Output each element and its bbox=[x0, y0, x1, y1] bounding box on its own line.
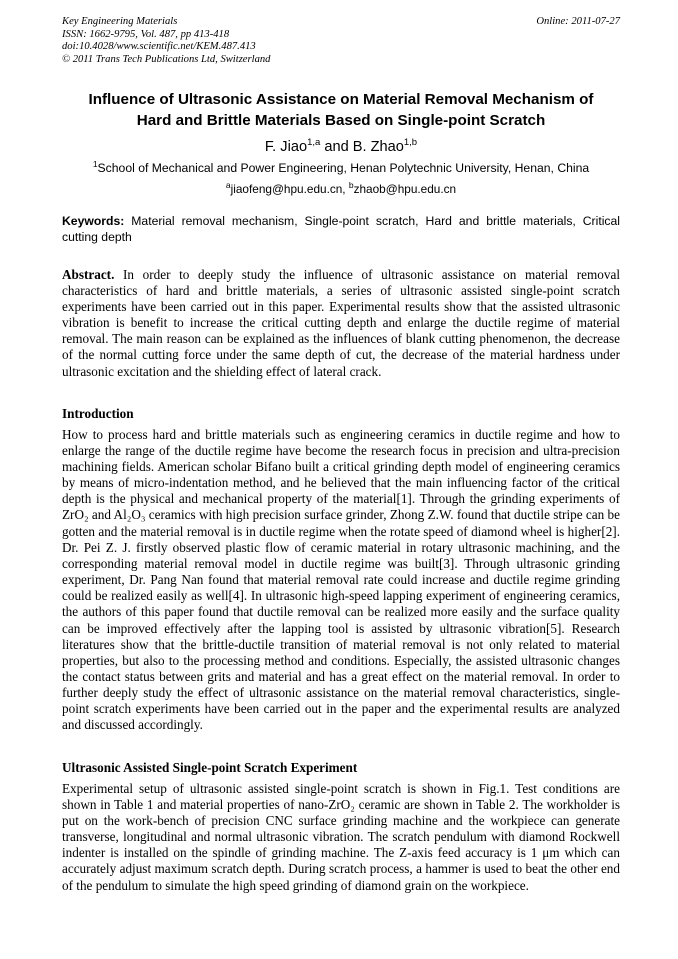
journal-name: Key Engineering Materials bbox=[62, 16, 178, 27]
journal-info-block bbox=[62, 16, 270, 66]
keywords-line bbox=[62, 214, 620, 245]
author-1-name: F. Jiao bbox=[264, 139, 308, 156]
online-date: Online: 2011-07-27 bbox=[536, 16, 620, 27]
authors-conjunction: and bbox=[320, 139, 353, 156]
journal-doi-line: doi:10.4028/www.scientific.net/KEM.487.413 bbox=[62, 41, 256, 53]
author-2-name: B. Zhao bbox=[352, 139, 404, 156]
authors-line bbox=[62, 138, 620, 156]
email-a: jiaofeng@hpu.edu.cn, bbox=[230, 182, 349, 197]
introduction-paragraph: How to process hard and brittle materials such as engineering ceramics in ductile regime and how to enlarge the range of the ductile regime have become the research focus in precision and ultra-precision machining fields. American scholar Bifano built a critical grinding depth model of engineering ceramics by means of micro-indentation method, and he believed that the main influencing factor of the critical depth is the physical and mechanical property of the material[1]. Through the grinding experiments of ZrO₂ and Al₂O₃ ceramics with high precision surface grinder, Zhong Z.W. found that ductile stripe can be gotten and the material removal is in ductile regime when the rotate speed of diamond wheel is higher[2]. Dr. Pei Z. J. firstly observed plastic flow of ceramic material in rotary ultrasonic machining, and the corresponding material removal model in ductile regime was built[3]. Through ultrasonic grinding experiment, Dr. Pang Nan found that material removal rate could increase and ductile regime grinding could be realized easily as well[4]. In ultrasonic high-speed lapping experiment of engineering ceramics, the authors of this paper found that ductile removal can be realized more easily and the surface quality can be improved effectively after the lapping tool is assisted by ultrasonic vibration[5]. Research literatures show that the brittle-ductile transition of material removal is not only related to material properties, but also to the processing method and conditions. Especially, the assisted ultrasonic changes the contact status between grits and material and has a great effect on the material removal. In order to further deeply study the effect of ultrasonic assistance on the material removal characteristics, single-point scratch experiments have been carried out in the paper and the experimental results are analyzed and discussed accordingly. bbox=[62, 426, 620, 733]
email-b: zhaob@hpu.edu.cn bbox=[353, 182, 457, 197]
paper-title-line-2: Hard and Brittle Materials Based on Single-point Scratch bbox=[136, 112, 546, 130]
section-heading-experiment: Ultrasonic Assisted Single-point Scratch Experiment bbox=[62, 759, 358, 775]
affiliation-text: School of Mechanical and Power Engineering, Henan Polytechnic University, Henan, China bbox=[97, 161, 590, 176]
journal-issn-line: ISSN: 1662-9795, Vol. 487, pp 413-418 bbox=[62, 28, 230, 40]
email-a-superscript: a bbox=[225, 180, 231, 191]
emails-line bbox=[62, 182, 620, 196]
journal-copyright-line: © 2011 Trans Tech Publications Ltd, Switzerland bbox=[62, 53, 271, 65]
author-2-superscript: 1,b bbox=[403, 137, 418, 149]
author-1-superscript: 1,a bbox=[307, 137, 321, 149]
section-heading-introduction: Introduction bbox=[62, 405, 134, 421]
paper-title bbox=[62, 89, 620, 131]
experiment-paragraph: Experimental setup of ultrasonic assisted single-point scratch is shown in Fig.1. Test conditions are shown in Table 1 and material properties of nano-ZrO₂ ceramic are shown in Table 2. The workholder is put on the work-bench of precision CNC surface grinding machine and the workpiece can generate transverse, longitudinal and normal ultrasonic vibration. The scratch pendulum with diamond Rockwell indenter is installed on the spindle of grinding machine. The Z-axis feed accuracy is 1 μm which can accurately adjust maximum scratch depth. During scratch process, a hammer is used to beat the other end of the pendulum to simulate the high speed grinding of diamond grain on the workpiece. bbox=[62, 780, 620, 893]
affiliation-line bbox=[62, 161, 620, 176]
paper-title-line-1: Influence of Ultrasonic Assistance on Material Removal Mechanism of bbox=[88, 91, 594, 109]
page-content bbox=[62, 16, 620, 894]
journal-header bbox=[62, 16, 620, 66]
keywords-label: Keywords: bbox=[62, 214, 125, 229]
abstract-text: In order to deeply study the influence of ultrasonic assistance on material removal characteristics of hard and brittle materials, a series of ultrasonic assisted single-point scratch experiments have been carried out in this paper. Experimental results show that the assisted ultrasonic vibration is benefit to increase the critical cutting depth and enlarge the ductile regime of material removal. The main reason can be explained as the influences of blank cutting phenomenon, the decrease of the normal cutting force under the same depth of cut, the decrease of the material hardness under ultrasonic excitation and the shielding effect of lateral crack. bbox=[62, 266, 620, 379]
keywords-text: Material removal mechanism, Single-point scratch, Hard and brittle materials, Critical cutting depth bbox=[62, 214, 620, 244]
affiliation-superscript: 1 bbox=[92, 159, 98, 170]
abstract-paragraph bbox=[62, 267, 620, 380]
email-b-superscript: b bbox=[348, 180, 354, 191]
abstract-label: Abstract. bbox=[62, 266, 115, 282]
